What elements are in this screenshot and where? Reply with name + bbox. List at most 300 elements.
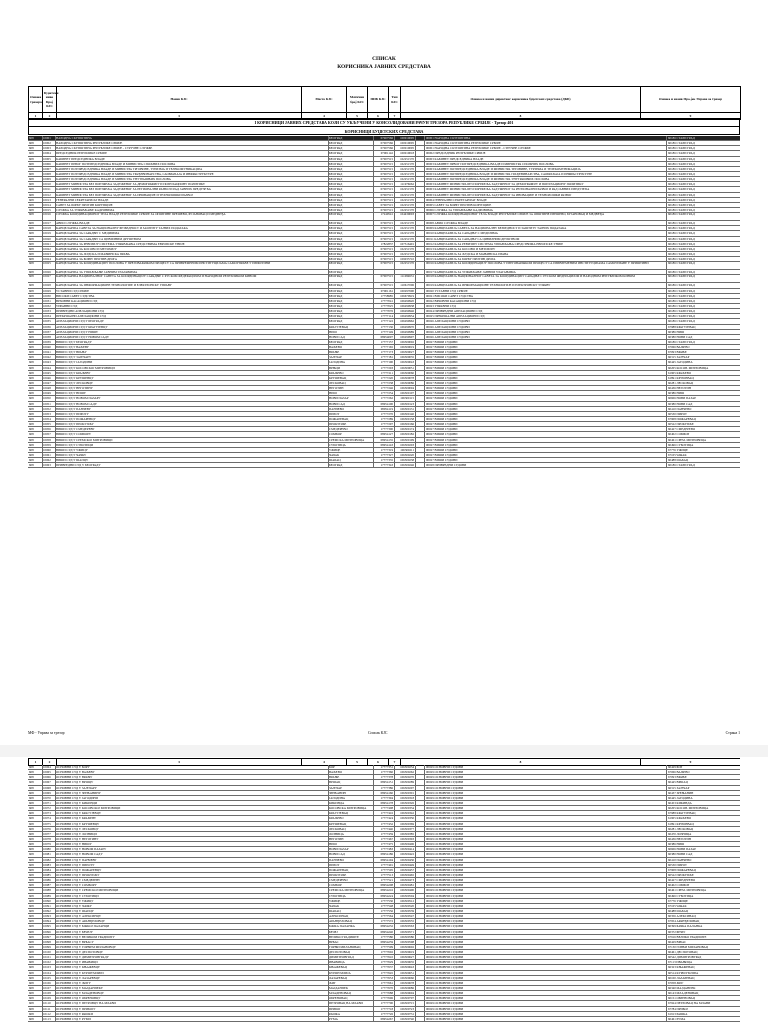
table-cell: НЕГОТИН — [329, 386, 344, 391]
cell-divider — [666, 360, 667, 364]
table-cell: ОБРЕНОВАЦ — [329, 996, 348, 1001]
table-cell: СМЕДЕРЕВО — [329, 878, 348, 883]
table-cell: 106300035 — [400, 355, 414, 360]
cell-divider — [415, 350, 416, 354]
cell-divider — [424, 172, 425, 176]
table-cell: 17777360 — [380, 770, 393, 775]
table-cell: 00029 ОСНОВНИ СУДОВИ — [426, 893, 464, 898]
table-cell: КАБИНЕТ ПОТПРЕДСЕДНИКА ВЛАДЕ И МИНИСТРА ТРГОВИНЕ, ТУРИЗМА И ТЕЛЕКОМУНИКАЦИЈА — [56, 166, 203, 171]
table-cell: 60186 СТАРИ ГРАД — [668, 236, 695, 241]
table-cell: 10083 — [43, 862, 51, 867]
table-cell: 17777645 — [380, 970, 393, 975]
table-cell: 00029 ОСНОВНИ СУДОВИ — [426, 852, 464, 857]
table-cell: 10103 — [43, 965, 51, 970]
table-cell: ОСНОВНИ СУД У КЊАЖЕВЦУ — [56, 965, 101, 970]
table-cell: 608 — [29, 437, 34, 442]
table-cell: 60399 БАЧКА ПАЛАНКА — [668, 924, 703, 929]
table-cell: 10053 — [43, 411, 51, 416]
cell-divider — [415, 213, 416, 220]
table-cell: ШАБАЦ — [329, 908, 341, 913]
table-cell: 106679919 — [400, 293, 414, 298]
table-cell: 608 — [29, 903, 34, 908]
table-cell: МЛАДЕНОВАЦ — [329, 991, 351, 996]
cell-divider — [415, 837, 416, 841]
table-cell: 60488 ШАБАЦ — [668, 458, 689, 463]
cell-divider — [424, 304, 425, 308]
cell-divider — [424, 791, 425, 795]
table-cell: 10056 — [43, 427, 51, 432]
table-cell: 10059 — [43, 442, 51, 447]
cell-divider — [424, 350, 425, 354]
cell-divider — [666, 208, 667, 212]
table-cell: 60461 СРЕМ. МИТРОВИЦА — [668, 888, 707, 893]
cell-divider — [666, 960, 667, 964]
table-cell: БЕОГРАД — [329, 319, 343, 324]
cell-divider — [424, 391, 425, 395]
table-cell: БЕОГРАД — [329, 241, 343, 246]
table-cell: 106300326 — [400, 800, 414, 805]
cell-divider — [415, 381, 416, 385]
cell-divider — [415, 330, 416, 334]
table-cell: ОСНОВНИ СУД У ЗРЕЊАНИНУ — [56, 790, 101, 795]
table-cell: 60530 ПИРОТ — [668, 411, 687, 416]
table-cell: 106300211 — [400, 447, 414, 452]
table-cell: БАЧКА ПАЛАНКА — [329, 924, 355, 929]
table-cell: 00010 КАНЦЕЛАРИЈА ЗА САРАДЊУ С МЕДИЈИМА — [426, 231, 498, 236]
table-cell: 608 — [29, 970, 34, 975]
cell-divider — [415, 309, 416, 313]
table-cell: 60186 СТАРИ ГРАД — [668, 161, 695, 166]
table-cell: ОСНОВНИ СУД У ЧАЧКУ — [56, 903, 92, 908]
table-cell: 106300414 — [400, 847, 414, 852]
cell-divider — [424, 151, 425, 155]
cell-divider — [424, 319, 425, 323]
table-cell: 608 — [29, 251, 34, 256]
table-cell: 106299962 — [400, 319, 414, 324]
table-cell: ОСНОВНИ СУД У КРУШЕВЦУ — [56, 821, 100, 826]
table-cell: 608 — [29, 960, 34, 965]
table-cell: 08954240 — [380, 929, 393, 934]
cell-divider — [415, 863, 416, 867]
cell-divider — [666, 448, 667, 452]
table-cell: 67130 ГОРЊИ МИЛАНОВАЦ — [668, 944, 709, 949]
table-cell: 10010 — [43, 182, 51, 187]
cell-divider — [424, 193, 425, 197]
cell-divider — [424, 786, 425, 790]
table-cell: 10008 — [43, 171, 51, 176]
table-cell: 00029 ОСНОВНИ СУДОВИ — [426, 914, 464, 919]
table-cell: ЗАЈЕЧАР — [329, 355, 342, 360]
table-cell: 608 — [29, 1011, 34, 1016]
table-cell: 10108 — [43, 991, 51, 996]
table-cell: 608 — [29, 375, 34, 380]
table-cell: ВИШИ СУД У ПАНЧЕВУ — [56, 406, 91, 411]
header-type: Тип КЈС — [389, 87, 401, 113]
table-cell: 608 — [29, 955, 34, 960]
table-cell: 17777351 — [380, 765, 393, 769]
table-cell: 608 — [29, 270, 34, 275]
header-branch: Ознака и назив Про-јек Управе за трезор — [641, 87, 741, 113]
table-cell: 00027 ВИШИ СУДОВИ — [426, 355, 458, 360]
table-cell: КАНЦЕЛАРИЈА ЗА ЉУДСКА И МАЊИНСКА ПРАВА — [56, 251, 130, 256]
cell-divider — [415, 945, 416, 949]
table-cell: ПРИВРЕДНИ АПЕЛАЦИОНИ СУД — [56, 309, 104, 314]
table-cell: 17777505 — [380, 867, 393, 872]
table-cell: 66315 ЗАЈЕЧАР — [668, 355, 690, 360]
table-cell: 106300123 — [400, 401, 414, 406]
table-cell: 60186 СТАРИ ГРАД — [668, 314, 695, 319]
table-cell: 608 — [29, 283, 34, 288]
cell-divider — [424, 340, 425, 344]
cell-divider — [415, 422, 416, 426]
table-cell: ЗАЈЕЧАР — [329, 785, 342, 790]
table-cell: 110617006 — [400, 283, 414, 288]
table-cell: 111976662 — [400, 182, 414, 187]
table-cell: ОСНОВНИ СУД У НИШУ — [56, 842, 92, 847]
table-cell: 08954178 — [380, 800, 393, 805]
cell-divider — [424, 283, 425, 287]
cell-divider — [666, 391, 667, 395]
table-cell: 00029 ОСНОВНИ СУДОВИ — [426, 903, 464, 908]
table-cell: 106300140 — [400, 411, 414, 416]
cell-divider — [666, 427, 667, 431]
table-cell: 17777602 — [380, 950, 393, 955]
table-cell: 60461 РУМА — [668, 1016, 686, 1021]
table-cell: 00029 ОСНОВНИ СУДОВИ — [426, 996, 464, 1001]
table-cell: ЉИГ — [329, 980, 336, 985]
table-cell: 106300580 — [400, 934, 414, 939]
table-cell: 608 — [29, 177, 34, 182]
cell-divider — [666, 791, 667, 795]
table-cell: 00027 ВИШИ СУДОВИ — [426, 396, 458, 401]
table-cell: 608 — [29, 458, 34, 463]
cell-divider — [415, 177, 416, 181]
table-cell: 07007515 — [380, 251, 393, 256]
table-cell: 17777700 — [380, 1001, 393, 1006]
table-cell: ОСНОВНИ СУД У УЖИЦУ — [56, 898, 94, 903]
cell-divider — [424, 257, 425, 261]
table-cell: 608 — [29, 275, 34, 279]
table-cell: 07001161 — [380, 288, 393, 293]
table-cell: 608 — [29, 226, 34, 231]
cell-divider — [415, 847, 416, 851]
table-cell: 608 — [29, 878, 34, 883]
cell-divider — [415, 208, 416, 212]
cell-divider — [666, 955, 667, 959]
table-cell: 10058 — [43, 437, 51, 442]
table-cell: 61891 КРУШЕВАЦ — [668, 375, 694, 380]
table-cell: 608 — [29, 417, 34, 422]
table-cell: 608 — [29, 391, 34, 396]
cell-divider — [415, 832, 416, 836]
table-cell: 10098 — [43, 939, 51, 944]
cell-divider — [424, 832, 425, 836]
table-cell: 608 — [29, 141, 34, 146]
table-cell: 00027 ВИШИ СУДОВИ — [426, 432, 458, 437]
cell-divider — [415, 791, 416, 795]
table-cell: ПАНЧЕВО — [329, 857, 344, 862]
table-cell: МАЈДАНПЕК — [329, 986, 348, 991]
table-cell: 17777190 — [380, 360, 393, 365]
table-cell: 10032 — [43, 303, 51, 308]
cell-divider — [424, 167, 425, 171]
table-cell: 608 — [29, 821, 34, 826]
table-cell: 00009 КАНЦЕЛАРИЈА САВЕТА ЗА НАЦИОНАЛНУ БЕЗБЕДНОСТ И ЗАШТИТУ ТАЈНИХ ПОДАТАКА — [426, 226, 567, 231]
table-cell: 106300430 — [400, 857, 414, 862]
cell-divider — [424, 309, 425, 313]
cell-divider — [666, 203, 667, 207]
table-cell: 67105 ЧАЧАК — [668, 453, 687, 458]
cell-divider — [666, 806, 667, 810]
cell-divider — [666, 422, 667, 426]
table-cell: 10040 — [43, 345, 51, 350]
cell-divider — [666, 193, 667, 197]
table-cell: 00029 ОСНОВНИ СУДОВИ — [426, 888, 464, 893]
table-cell: 608 — [29, 324, 34, 329]
table-cell: ПРИБОЈ — [329, 1006, 341, 1011]
table-cell: 106300203 — [400, 442, 414, 447]
cell-divider — [666, 417, 667, 421]
table-cell: 00027 ВИШИ СУДОВИ — [426, 453, 458, 458]
table-cell: 10105 — [43, 975, 51, 980]
table-cell: 17777327 — [380, 453, 393, 458]
table-cell: ОСНОВНИ СУД У КРАГУЈЕВЦУ — [56, 811, 102, 816]
table-cell: 10011 — [43, 187, 51, 192]
table-cell: 00001 НАРОДНА СКУПШТИНА РЕПУБЛИКЕ СРБИЈЕ - СТРУЧНЕ СЛУЖБЕ — [426, 146, 531, 151]
table-cell: 60522 ПРОКУПЉЕ — [668, 422, 694, 427]
table-cell: БЕОГРАД — [329, 275, 343, 279]
cell-divider — [424, 366, 425, 370]
table-cell: СРЕМСКА МИТРОВИЦА — [329, 888, 365, 893]
cell-divider — [415, 391, 416, 395]
table-cell: 00029 ОСНОВНИ СУДОВИ — [426, 795, 464, 800]
table-cell: ВИШИ СУД У ЈАГОДИНИ — [56, 360, 93, 365]
cell-divider — [666, 1012, 667, 1016]
table-cell: 07007566 — [380, 136, 393, 140]
cell-divider — [415, 366, 416, 370]
table-cell: 60410 ПАНЧЕВО — [668, 406, 692, 411]
table-cell: 17777483 — [380, 847, 393, 852]
cell-divider — [424, 458, 425, 462]
table-cell: 08954097 — [380, 334, 393, 339]
table-cell: 10073 — [43, 811, 51, 816]
table-cell: 17777211 — [380, 370, 393, 375]
cell-divider — [415, 770, 416, 774]
table-cell: 17777440 — [380, 826, 393, 831]
table-cell: БЕОГРАД — [329, 187, 343, 192]
table-cell: ВРХОВНИ КАСАЦИОНИ СУД — [56, 298, 98, 303]
cell-divider — [415, 930, 416, 934]
cell-divider — [415, 448, 416, 452]
table-cell: 608 — [29, 192, 34, 197]
table-cell: 10106 — [43, 980, 51, 985]
cell-divider — [415, 355, 416, 359]
table-cell: КЊАЖЕВАЦ — [329, 965, 347, 970]
table-cell: 17777238 — [380, 381, 393, 386]
table-cell: 106299920 — [400, 298, 414, 303]
table-cell: ВИШИ СУД У СРЕМСКОЈ МИТРОВИЦИ — [56, 437, 113, 442]
table-cell: НАРОДНА СКУПШТИНА РЕПУБЛИКЕ СРБИЈЕ — [56, 141, 123, 146]
table-cell: 10063 — [43, 463, 51, 468]
cell-divider — [424, 996, 425, 1000]
table-cell: 07007515 — [380, 192, 393, 197]
cell-divider — [415, 340, 416, 344]
table-cell: 608 — [29, 980, 34, 985]
table-cell: 10013 — [43, 197, 51, 202]
table-cell: БЕОГРАД — [329, 463, 343, 468]
table-cell: 10024 — [43, 257, 51, 262]
table-cell: 10051 — [43, 401, 51, 406]
table-cell: 608 — [29, 182, 34, 187]
table-cell: 10099 — [43, 944, 51, 949]
table-cell: 106300174 — [400, 427, 414, 432]
table-cell: 17822837 — [380, 241, 393, 246]
table-cell: 00029 ОСНОВНИ СУДОВИ — [426, 831, 464, 836]
cell-divider — [424, 275, 425, 282]
cell-divider — [666, 991, 667, 995]
table-cell: 00029 ОСНОВНИ СУДОВИ — [426, 975, 464, 980]
table-cell: 10044 — [43, 365, 51, 370]
cell-divider — [424, 412, 425, 416]
table-cell: 608 — [29, 965, 34, 970]
table-cell: 100297690 — [400, 288, 414, 293]
table-cell: 60386 НИШ — [668, 842, 685, 847]
table-cell: БЕОГРАД — [329, 314, 343, 319]
table-cell: 60186 СТАРИ ГРАД — [668, 339, 695, 344]
cell-divider — [666, 1001, 667, 1005]
table-cell: 10068 — [43, 785, 51, 790]
table-cell: 106300715 — [400, 1001, 414, 1006]
table-cell: 102251570 — [400, 262, 414, 266]
cell-divider — [424, 376, 425, 380]
table-cell: 608 — [29, 386, 34, 391]
table-cell: 60488 ШАБАЦ — [668, 908, 689, 913]
table-cell: 00028 ПРИВРЕДНИ СУДОВИ — [426, 463, 467, 468]
cell-divider — [424, 811, 425, 815]
table-cell: КАНЦЕЛАРИЈА ЗА КООРДИНАЦИЈУ ПОСЛОВА У ПРЕГОВАРАЧКОМ ПРОЦЕСУ СА ПРИВРЕМЕНИМ ИНСТИТУЦИЈАМА САМОУПРАВЕ У ПРИШТИНИ — [56, 262, 271, 266]
cell-divider — [415, 894, 416, 898]
table-cell: 10077 — [43, 831, 51, 836]
table-cell: БЕОГРАД — [329, 177, 343, 182]
table-cell: КОСОВСКА МИТРОВИЦА — [329, 806, 367, 811]
table-cell: 608 — [29, 293, 34, 298]
cell-divider — [424, 427, 425, 431]
table-cell: 07007515 — [380, 187, 393, 192]
cell-divider — [666, 780, 667, 784]
table-cell: 608 — [29, 161, 34, 166]
cell-divider — [415, 252, 416, 256]
cell-divider — [424, 863, 425, 867]
table-cell: 10009 — [43, 177, 51, 182]
table-cell: 10014 — [43, 202, 51, 207]
cell-divider — [666, 257, 667, 261]
table-cell: 60514 КУРШУМЛИЈА — [668, 970, 699, 975]
cell-divider — [415, 438, 416, 442]
cell-divider — [415, 816, 416, 820]
table-cell: 60445 ЈАГОДИНА — [668, 795, 693, 800]
cell-divider — [666, 270, 667, 274]
cell-divider — [415, 858, 416, 862]
table-cell: 08954267 — [380, 1016, 393, 1021]
table-cell: 608 — [29, 790, 34, 795]
table-cell: ОСНОВНИ СУД У КИКИНДИ — [56, 800, 98, 805]
cell-divider — [424, 765, 425, 769]
table-cell: ПРЕДСЕДНИК РЕПУБЛИКЕ СРБИЈЕ — [56, 151, 108, 156]
table-cell: БЕЧЕЈ — [329, 929, 338, 934]
cell-divider — [424, 402, 425, 406]
table-cell: 17777297 — [380, 422, 393, 427]
table-cell: 60372 БЕЧЕЈ — [668, 929, 686, 934]
table-cell: 00027 ВИШИ СУДОВИ — [426, 386, 458, 391]
table-cell: ОСНОВНИ СУД У ГОРЊЕМ МИЛАНОВЦУ — [56, 944, 116, 949]
footer-left: МФ - Управа за трезор — [28, 731, 65, 735]
cell-divider — [415, 162, 416, 166]
table-cell: 00029 ОСНОВНИ СУДОВИ — [426, 991, 464, 996]
table-cell: 608 — [29, 944, 34, 949]
table-cell: 608 — [29, 811, 34, 816]
table-cell: СОМБОР — [329, 432, 342, 437]
cell-divider — [424, 971, 425, 975]
table-cell: НАРОДНА СКУПШТИНА РЕПУБЛИКЕ СРБИЈЕ - СТРУЧНЕ СЛУЖБЕ — [56, 146, 153, 151]
cell-divider — [666, 1007, 667, 1011]
table-cell: ВИСОКИ САВЕТ СУДСТВА — [56, 293, 95, 298]
cell-divider — [424, 203, 425, 207]
table-cell: 10048 — [43, 386, 51, 391]
cell-divider — [394, 270, 395, 274]
table-cell: 608 — [29, 950, 34, 955]
table-cell: 08954160 — [380, 790, 393, 795]
table-cell: 00029 ОСНОВНИ СУДОВИ — [426, 811, 464, 816]
table-cell: ВИШИ СУД У НЕГОТИНУ — [56, 386, 93, 391]
table-cell: БЕОГРАД — [329, 262, 343, 266]
cell-divider — [666, 786, 667, 790]
table-cell: 17777491 — [380, 862, 393, 867]
table-cell: БЕОГРАД — [329, 251, 343, 256]
cell-divider — [666, 770, 667, 774]
col-number: 4 — [302, 759, 347, 766]
cell-divider — [415, 247, 416, 251]
cell-divider — [424, 914, 425, 918]
table-cell: 00008 АВИО СЛУЖБА ВЛАДЕ — [426, 221, 469, 226]
table-cell: 00029 ОСНОВНИ СУДОВИ — [426, 970, 464, 975]
table-cell: НОВИ САД — [329, 401, 345, 406]
table-cell: ОСНОВНИ СУД У ЛАЗАРЕВЦУ — [56, 975, 100, 980]
cell-divider — [666, 289, 667, 293]
table-cell: 60470 ЛОЗНИЦА — [668, 831, 692, 836]
table-cell: 102251570 — [400, 207, 414, 212]
cell-divider — [415, 1012, 416, 1016]
table-cell: 106300027 — [400, 350, 414, 355]
cell-divider — [424, 448, 425, 452]
table-cell: БЕОГРАД — [329, 156, 343, 161]
table-cell: ВИШИ СУД У ЧАЧКУ — [56, 453, 87, 458]
table-cell: 00029 ОСНОВНИ СУДОВИ — [426, 965, 464, 970]
table-cell: КРАГУЈЕВАЦ — [329, 811, 349, 816]
cell-divider — [666, 438, 667, 442]
table-cell: 66323 КЊАЖЕВАЦ — [668, 965, 695, 970]
table-cell: 17777726 — [380, 1011, 393, 1016]
table-cell: 102251570 — [400, 251, 414, 256]
table-cell: 60186 СТАРИ ГРАД — [668, 221, 695, 226]
table-cell: 60186 СТАРИ ГРАД — [668, 213, 695, 217]
table-cell: 60186 СТАРИ ГРАД — [668, 177, 695, 182]
table-cell: БЕОГРАД — [329, 288, 343, 293]
table-cell: 10072 — [43, 806, 51, 811]
table-cell: 08954208 — [380, 883, 393, 888]
table-cell: 10065 — [43, 770, 51, 775]
table-cell: 608 — [29, 422, 34, 427]
table-cell: 106300490 — [400, 888, 414, 893]
